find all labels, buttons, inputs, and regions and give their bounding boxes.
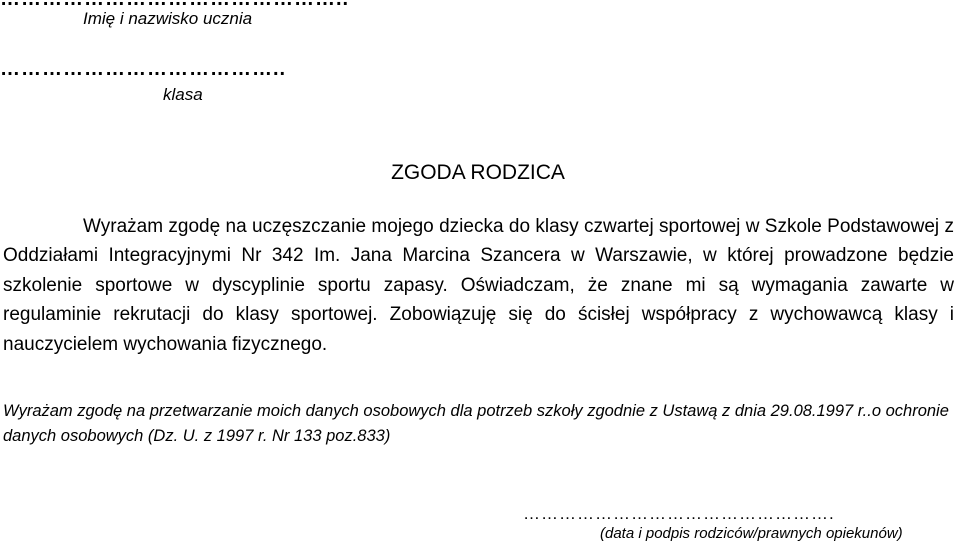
document-title: ZGODA RODZICA <box>391 161 565 184</box>
class-line: ………………………………….. <box>0 58 287 80</box>
student-name-caption: Imię i nazwisko ucznia <box>83 9 253 28</box>
signature-caption: (data i podpis rodziców/prawnych opiekunów) <box>600 525 903 542</box>
data-processing-consent: Wyrażam zgodę na przetwarzanie moich danych osobowych dla potrzeb szkoły zgodnie z Ustawą z dnia 29.08.1997 r..o ochronie danych osobowych (Dz. U. z 1997 r. Nr 133 poz.833) <box>3 402 949 445</box>
signature-line: ……………………………………………. <box>523 504 835 523</box>
consent-body-paragraph: Wyrażam zgodę na uczęszczanie mojego dziecka do klasy czwartej sportowej w Szkole Podstawowej z Oddziałami Integracyjnymi Nr 342 Im. Jana Marcina Szancera w Warszawie, w której prowadzone będzie szkolenie sportowe w dyscyplinie sportu zapasy. Oświadczam, że znane mi są wymagania zawarte w regulaminie rekrutacji do klasy sportowej. Zobowiązuję się do ścisłej współpracy z wychowawcą klasy i nauczycielem wychowania fizycznego. <box>3 216 954 355</box>
class-caption: klasa <box>163 85 203 104</box>
